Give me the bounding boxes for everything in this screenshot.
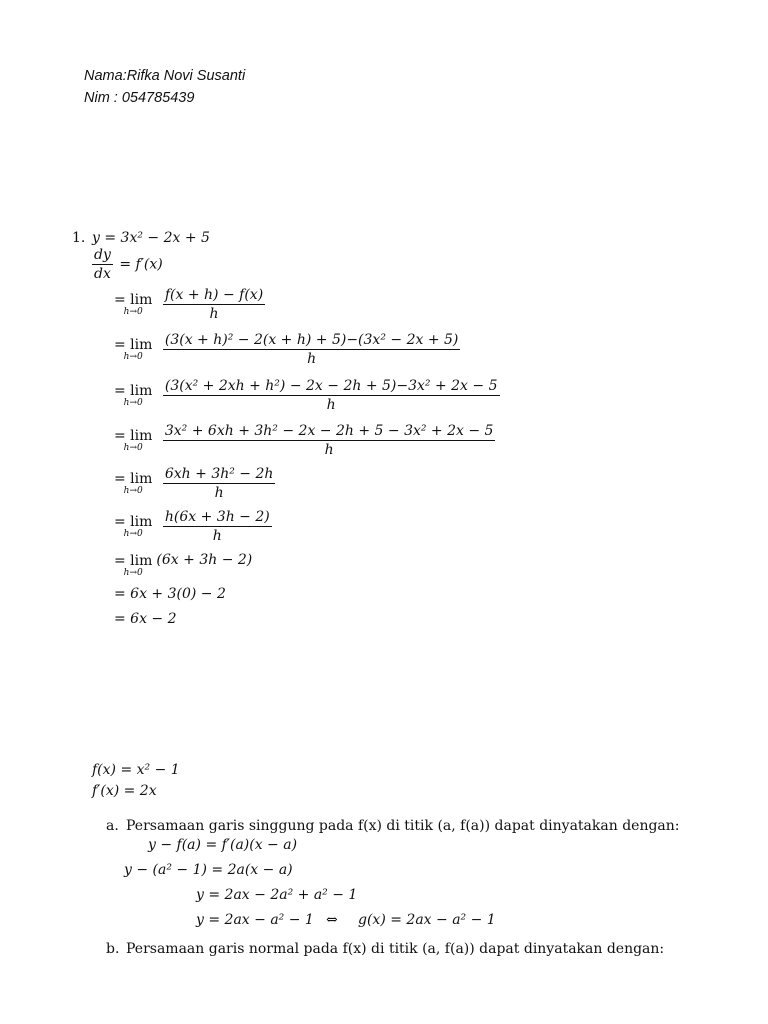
lim-label: = lim (114, 336, 153, 353)
step-7-expression: (6x + 3h − 2) (156, 552, 253, 568)
part-a-marker: a. (106, 818, 119, 834)
part-a-line-4: y = 2ax − a² − 1 (196, 912, 314, 928)
lim-label: = lim (114, 427, 153, 444)
lim-subscript: h→0 (123, 442, 143, 453)
part-b-marker: b. (106, 941, 120, 957)
lim-subscript: h→0 (123, 397, 143, 408)
dy-dx-fraction (92, 248, 113, 281)
step-7 (114, 554, 252, 578)
step-4 (114, 424, 497, 457)
function-f-prime: f′(x) = 2x (92, 783, 157, 799)
step-4-numerator: 3x² + 6xh + 3h² − 2x − 2h + 5 − 3x² + 2x − 5 (164, 423, 494, 439)
step-3 (114, 379, 502, 412)
lim-label: = lim (114, 382, 153, 399)
part-a-line-2: y − (a² − 1) = 2a(x − a) (124, 862, 293, 878)
dy-numerator: dy (94, 247, 111, 263)
f-prime-x: = f′(x) (119, 256, 163, 273)
lim-label: = lim (114, 513, 153, 530)
iff-symbol: ⇔ (326, 912, 338, 928)
lim-subscript: h→0 (123, 568, 143, 578)
step-6 (114, 510, 274, 543)
step-5-numerator: 6xh + 3h² − 2h (164, 466, 274, 482)
function-f: f(x) = x² − 1 (92, 762, 180, 778)
lim-subscript: h→0 (123, 485, 143, 496)
step-1-numerator: f(x + h) − f(x) (164, 287, 264, 303)
step-2 (114, 333, 462, 366)
lim-subscript: h→0 (123, 528, 143, 539)
part-a-line-4b: g(x) = 2ax − a² − 1 (358, 912, 496, 928)
problem-number: 1. (72, 230, 86, 246)
step-5-denominator: h (214, 485, 224, 501)
lim-label: = lim (114, 553, 153, 569)
student-nim: Nim : 054785439 (84, 90, 195, 106)
step-1-denominator: h (209, 306, 219, 322)
step-3-denominator: h (326, 397, 336, 413)
part-a-line-1: y − f(a) = f′(a)(x − a) (148, 837, 298, 853)
step-6-denominator: h (212, 528, 222, 544)
lim-subscript: h→0 (123, 351, 143, 362)
step-3-numerator: (3(x² + 2xh + h²) − 2x − 2h + 5)−3x² + 2x − 5 (164, 378, 498, 394)
lim-subscript: h→0 (123, 306, 143, 317)
step-6-numerator: h(6x + 3h − 2) (164, 509, 270, 525)
part-a-text: Persamaan garis singgung pada f(x) di titik (a, f(a)) dapat dinyatakan dengan: (126, 818, 680, 834)
given-function: y = 3x² − 2x + 5 (92, 230, 210, 246)
derivative-definition (90, 248, 163, 281)
step-2-numerator: (3(x + h)² − 2(x + h) + 5)−(3x² − 2x + 5) (164, 332, 459, 348)
step-8: = 6x + 3(0) − 2 (114, 586, 226, 602)
lim-label: = lim (114, 470, 153, 487)
step-4-denominator: h (324, 442, 334, 458)
part-b-text: Persamaan garis normal pada f(x) di titik (a, f(a)) dapat dinyatakan dengan: (126, 941, 665, 957)
lim-label: = lim (114, 291, 153, 308)
step-5 (114, 467, 277, 500)
dx-denominator: dx (94, 266, 111, 282)
student-name: Nama:Rifka Novi Susanti (84, 68, 246, 84)
step-1 (114, 288, 267, 321)
step-9: = 6x − 2 (114, 611, 177, 627)
part-a-line-3: y = 2ax − 2a² + a² − 1 (196, 887, 358, 903)
step-2-denominator: h (307, 351, 317, 367)
